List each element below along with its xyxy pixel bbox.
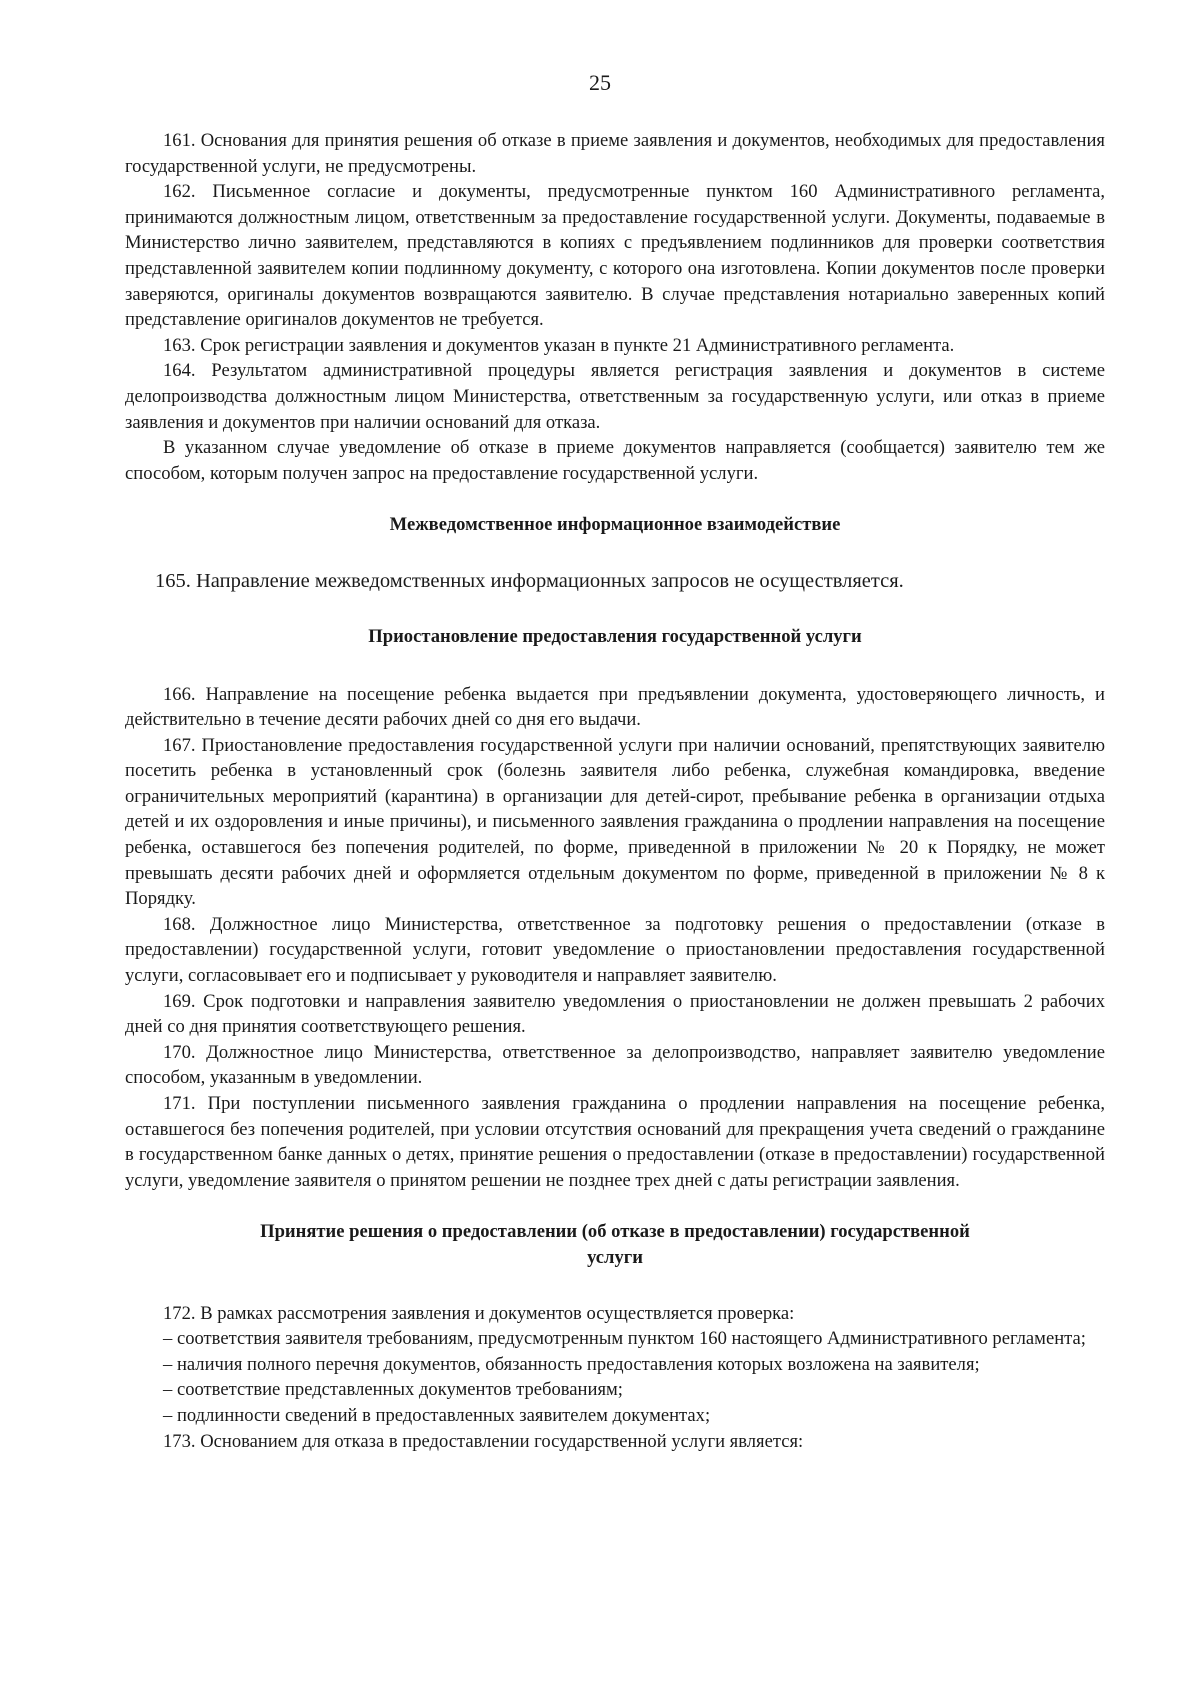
paragraph-172: 172. В рамках рассмотрения заявления и документов осуществляется проверка:: [163, 1302, 795, 1324]
list-item: – соответствие представленных документов требованиям;: [163, 1379, 623, 1401]
paragraph-166: 166. Направление на посещение ребенка выдается при предъявлении документа, удостоверяющего личность, и действительно в течение десяти рабочих дней со дня его выдачи.: [125, 683, 1105, 731]
paragraph-165: 165. Направление межведомственных информационных запросов не осуществляется.: [155, 569, 904, 592]
paragraph-170: 170. Должностное лицо Министерства, ответственное за делопроизводство, направляет заявителю уведомление способом, указанным в уведомлении.: [125, 1041, 1105, 1089]
list-item: – наличия полного перечня документов, обязанность предоставления которых возложена на заявителя;: [163, 1353, 980, 1375]
list-item: – соответствия заявителя требованиям, предусмотренным пунктом 160 настоящего Административного регламента;: [163, 1328, 1086, 1350]
paragraph-162: 162. Письменное согласие и документы, предусмотренные пунктом 160 Административного регламента, принимаются должностным лицом, ответственным за предоставление государственной услуги. Документы, подаваемые в Министерство лично заявителем, представляются в копиях с предъявлением подлинников для проверки соответствия представленной заявителем копии подлинному документу, с которого она изготовлена. Копии документов после проверки заверяются, оригиналы документов возвращаются заявителю. В случае представления нотариально заверенных копий представление оригиналов документов не требуется.: [125, 181, 1105, 331]
section-heading-interagency: Межведомственное информационное взаимодействие: [389, 514, 841, 536]
paragraph-161: 161. Основания для принятия решения об отказе в приеме заявления и документов, необходимых для предоставления государственной услуги, не предусмотрены.: [125, 130, 1105, 177]
list-item: – подлинности сведений в предоставленных заявителем документах;: [163, 1404, 711, 1426]
document-body: [125, 128, 1105, 1454]
paragraph-173: 173. Основанием для отказа в предоставлении государственной услуги является:: [163, 1430, 804, 1452]
paragraph-167: 167. Приостановление предоставления государственной услуги при наличии оснований, препятствующих заявителю посетить ребенка в установленный срок (болезнь заявителя либо ребенка, служебная командировка, введение ограничительных мероприятий (карантина) в организации для детей-сирот, пребывание ребенка в организации отдыха детей и их оздоровления и иные причины), и письменного заявления гражданина о продлении направления на посещение ребенка, оставшегося без попечения родителей, по форме, приведенной в приложении № 20 к Порядку, не может превышать десяти рабочих дней и оформляется отдельным документом по форме, приведенной в приложении № 8 к Порядку.: [125, 734, 1105, 910]
section-heading-decision: Принятие решения о предоставлении (об отказе в предоставлении) государственной услуги: [260, 1221, 970, 1268]
paragraph-168: 168. Должностное лицо Министерства, ответственное за подготовку решения о предоставлении (отказе в предоставлении) государственной услуги, готовит уведомление о приостановлении предоставления государственной услуги, согласовывает его и подписывает у руководителя и направляет заявителю.: [125, 913, 1105, 987]
paragraph-169: 169. Срок подготовки и направления заявителю уведомления о приостановлении не должен превышать 2 рабочих дней со дня принятия соответствующего решения.: [125, 990, 1105, 1038]
paragraph-164-continuation: В указанном случае уведомление об отказе в приеме документов направляется (сообщается) заявителю тем же способом, которым получен запрос на предоставление государственной услуги.: [125, 437, 1105, 484]
paragraph-163: 163. Срок регистрации заявления и документов указан в пункте 21 Административного регламента.: [163, 334, 955, 356]
paragraph-164: 164. Результатом административной процедуры является регистрация заявления и документов в системе делопроизводства должностным лицом Министерства, ответственным за государственную услуги, или отказ в приеме заявления и документов при наличии оснований для отказа.: [125, 360, 1105, 433]
section-heading-suspension: Приостановление предоставления государственной услуги: [368, 625, 862, 647]
paragraph-171: 171. При поступлении письменного заявления гражданина о продлении направления на посещение ребенка, оставшегося без попечения родителей, при условии отсутствия оснований для прекращения учета сведений о гражданине в государственном банке данных о детях, принятие решения о предоставлении (отказе в предоставлении) государственной услуги, уведомление заявителя о принятом решении не позднее трех дней с даты регистрации заявления.: [125, 1093, 1105, 1191]
page-number: 25: [589, 70, 611, 95]
